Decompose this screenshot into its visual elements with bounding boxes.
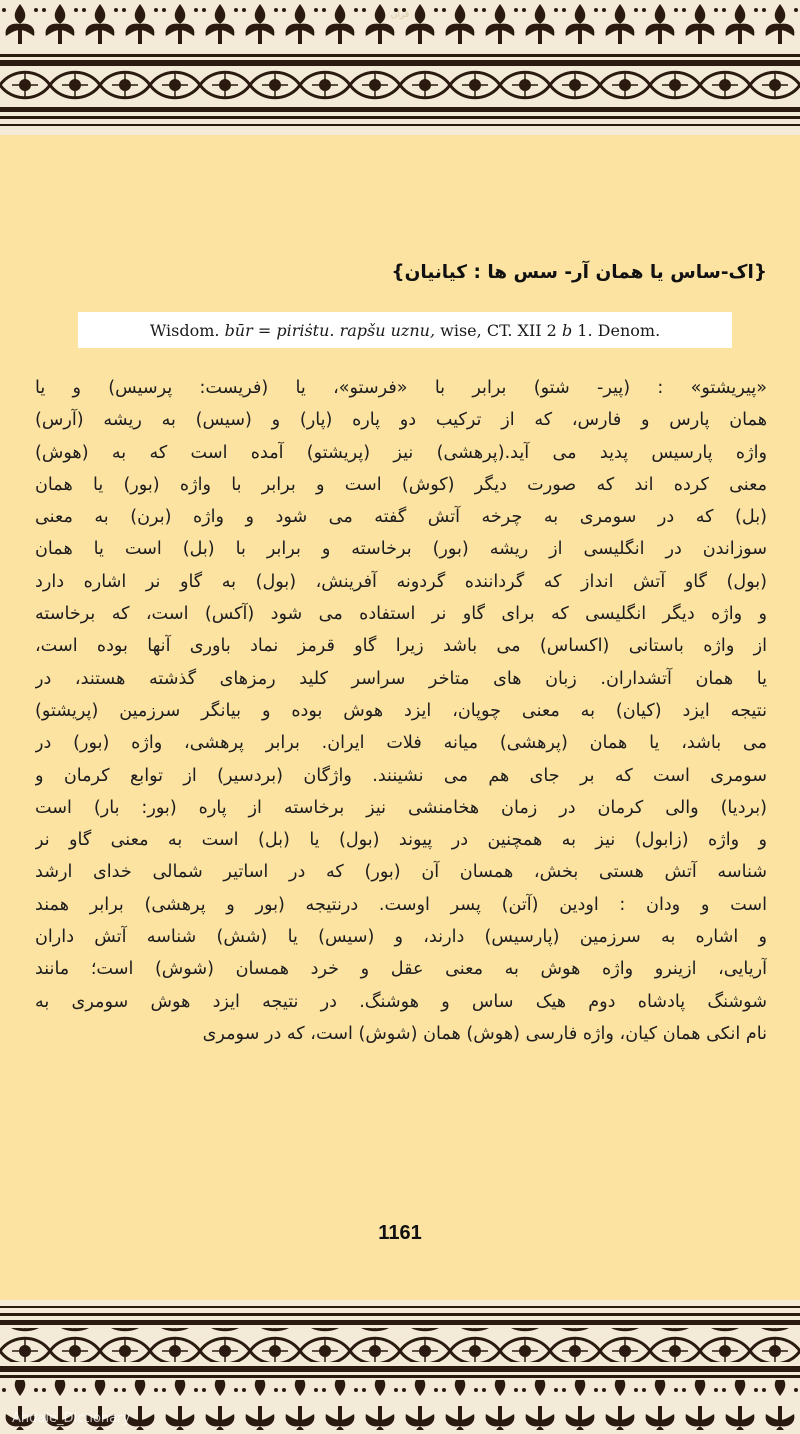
section-heading: {اک-ساس یا همان آر- سس ها : کیانیان} [391,262,767,283]
body-line: معنی کرده اند که صورت دیگر (کوش) است و برابر با واژه (بور) یا همان [35,474,767,495]
body-line: از واژه باستانی (اکساس) می باشد زیرا گاو قرمز نماد باوری آنها بوده است، [35,636,767,657]
body-line: نتیجه ایزد (کیان) به معنی چوپان، ایزد هوش بوده و بیانگر سرزمین (پریشتو) [35,700,767,721]
body-line: آریایی، ازینرو واژه هوش به معنی عقل و خرد همسان (شوش) است؛ مانند [35,959,767,980]
citation-word: Wisdom. [149,320,220,340]
citation-gloss: wise, CT. XII 2 [440,320,557,340]
citation-phrase: rapšu uznu, [339,320,436,340]
body-line: واژه پارسیس پدید می آید.(پرهشی) نیز (پریشتو) آمده است که به (هوش) [35,442,767,463]
bottom-ornamental-border [0,1300,800,1434]
body-line: سوزاندن در انگلیسی از ریشه (بور) برخاسته و برابر با (بل) است یا همان [35,539,767,560]
page-number: 1161 [378,1222,422,1244]
citation-tail: Denom. [597,320,661,340]
ornament-pattern-top [0,0,800,135]
citation-entry: būr = piriṡtu. [224,320,335,340]
watermark-text: Ahdaie_Dictionary [12,1411,131,1426]
body-line: نام انکی همان کیان، واژه فارسی (هوش) همان (شوش) است، که در سومری [202,1023,767,1044]
citation-col: b [561,320,573,340]
body-line: سومری است که بر جای هم می نشینند. واژگان (بردسیر) از توابع کرمان و [35,765,767,786]
body-line: یا همان آتشداران. زبان های متاخر سراسر کلید رمزهای گذشته هستند، در [35,668,767,689]
body-line: (بول) گاو آتش انداز که گرداننده گردونه آفرینش، (بول) به گاو نر اشاره دارد [35,571,767,592]
body-line: می باشد، یا همان (پرهشی) میانه فلات ایران. برابر پرهشی، واژه (بور) در [35,733,767,754]
header-small-mark: قرآن [390,10,410,20]
body-line: شناسه آتش هستی بخش، همسان آن (بور) که در اساتیر شمالی خدای ارشد [35,862,767,883]
body-line: است و ودان : اودین (آتن) پسر اوست. درنتیجه (بور و پرهشی) برابر همند [35,894,767,915]
body-line: «پیریشتو» : (پیر- شتو) برابر با «فرستو»، یا (فریست: پرسیس) و یا [35,378,767,398]
body-line: (بردیا) والی کرمان در زمان هخامنشی نیز برخاسته از پاره (بور: بار) است [35,797,767,818]
body-line: همان پارس و فارس، که از ترکیب دو پاره (پار) و (سیس) به ریشه (آرس) [35,410,767,431]
body-line: (بل) که در سومری به چرخه آتش گفته می شود و واژه (برن) به معنی [35,507,767,528]
top-ornamental-border [0,0,800,135]
citation-line: 1. [577,320,593,340]
body-paragraph [35,372,767,1050]
body-line: شوشنگ پادشاه دوم هیک ساس و هوشنگ. در نتیجه ایزد هوش سومری به [35,991,767,1012]
body-line: و واژه (زابول) نیز به همچنین در پیوند (بول) یا (بل) است به معنی گاو نر [35,830,767,851]
dictionary-citation [78,312,732,348]
body-line: و اشاره به سرزمین (پارسیس) دارند، و (سیس) یا (شش) شناسه آتش داران [35,927,767,948]
body-line: و واژه دیگر انگلیسی که برای گاو نر استفاده می شود (آکس) است، که برخاسته [35,604,767,625]
